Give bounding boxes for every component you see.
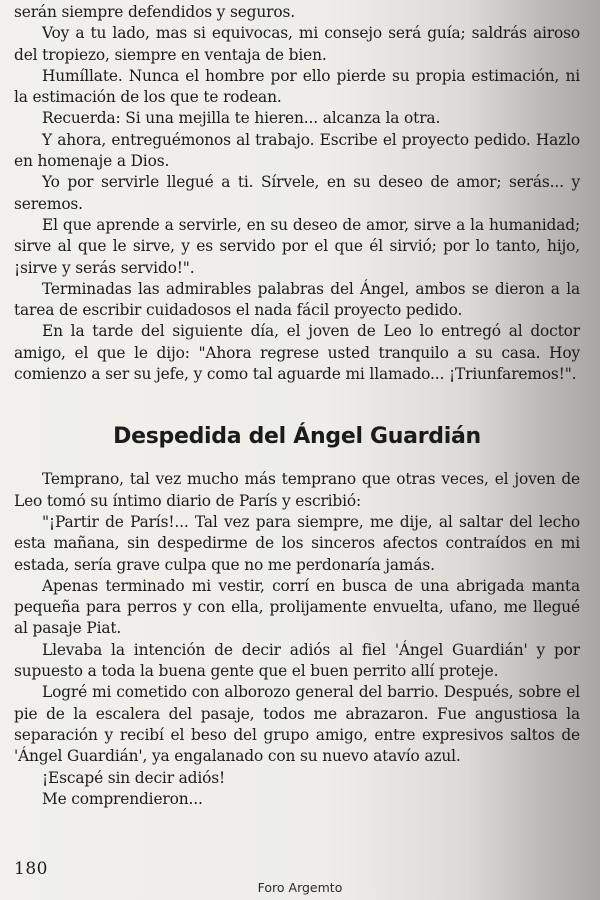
- paragraph: Voy a tu lado, mas si equivocas, mi consejo será guía; saldrás airoso del tropiezo, siempre en ventaja de bien.: [14, 24, 580, 64]
- page-text: [14, 2, 580, 810]
- page-number: 180: [14, 859, 48, 879]
- paragraph: Humíllate. Nunca el hombre por ello pierde su propia estimación, ni la estimación de los que te rodean.: [14, 66, 580, 107]
- paragraph: Terminadas las admirables palabras del Ángel, ambos se dieron a la tarea de escribir cuidadosos el nada fácil proyecto pedido.: [14, 279, 580, 320]
- watermark-caption: Foro Argemto: [257, 880, 343, 895]
- paragraph: Temprano, tal vez mucho más temprano que otras veces, el joven de Leo tomó su íntimo diario de París y escribió:: [14, 470, 580, 510]
- paragraph: Recuerda: Si una mejilla te hieren... alcanza la otra.: [42, 109, 441, 128]
- paragraph: serán siempre defendidos y seguros.: [14, 3, 295, 21]
- paragraph: El que aprende a servirle, en su deseo de amor, sirve a la humanidad; sirve al que le sirve, y es servido por el que él sirvió; por lo tanto, hijo, ¡sirve y serás servido!".: [14, 215, 580, 277]
- paragraph: Logré mi cometido con alborozo general del barrio. Después, sobre el pie de la escalera del pasaje, todos me abrazaron. Fue angustiosa la separación y recibí el beso del grupo amigo, entre expresivos saltos de 'Ángel Guardián', ya engalanado con su nuevo atavío azul.: [14, 683, 580, 766]
- paragraph: Llevaba la intención de decir adiós al fiel 'Ángel Guardián' y por supuesto a toda la buena gente que el buen perrito allí proteje.: [14, 640, 580, 681]
- section-heading: Despedida del Ángel Guardián: [113, 424, 481, 450]
- paragraph: "¡Partir de París!... Tal vez para siempre, me dije, al saltar del lecho esta mañana, sin despedirme de los sinceros afectos contraídos en mi estada, sería grave culpa que no me perdonaría jamás.: [14, 512, 580, 574]
- paragraph: Apenas terminado mi vestir, corrí en busca de una abrigada manta pequeña para perros y con ella, prolijamente envuelta, ufano, me llegué al pasaje Piat.: [14, 576, 580, 638]
- paragraph: En la tarde del siguiente día, el joven de Leo lo entregó al doctor amigo, el que le dijo: "Ahora regrese usted tranquilo a su casa. Hoy comienzo a ser su jefe, y como tal aguarde mi llamado... ¡Triunfaremos!".: [14, 322, 580, 384]
- paragraph: Y ahora, entreguémonos al trabajo. Escribe el proyecto pedido. Hazlo en homenaje a Dios.: [14, 130, 580, 171]
- paragraph: Yo por servirle llegué a ti. Sírvele, en su deseo de amor; serás... y seremos.: [14, 173, 580, 213]
- paragraph: ¡Escapé sin decir adiós!: [42, 768, 226, 787]
- section-spacer: [14, 385, 580, 423]
- paragraph: Me comprendieron...: [42, 789, 203, 808]
